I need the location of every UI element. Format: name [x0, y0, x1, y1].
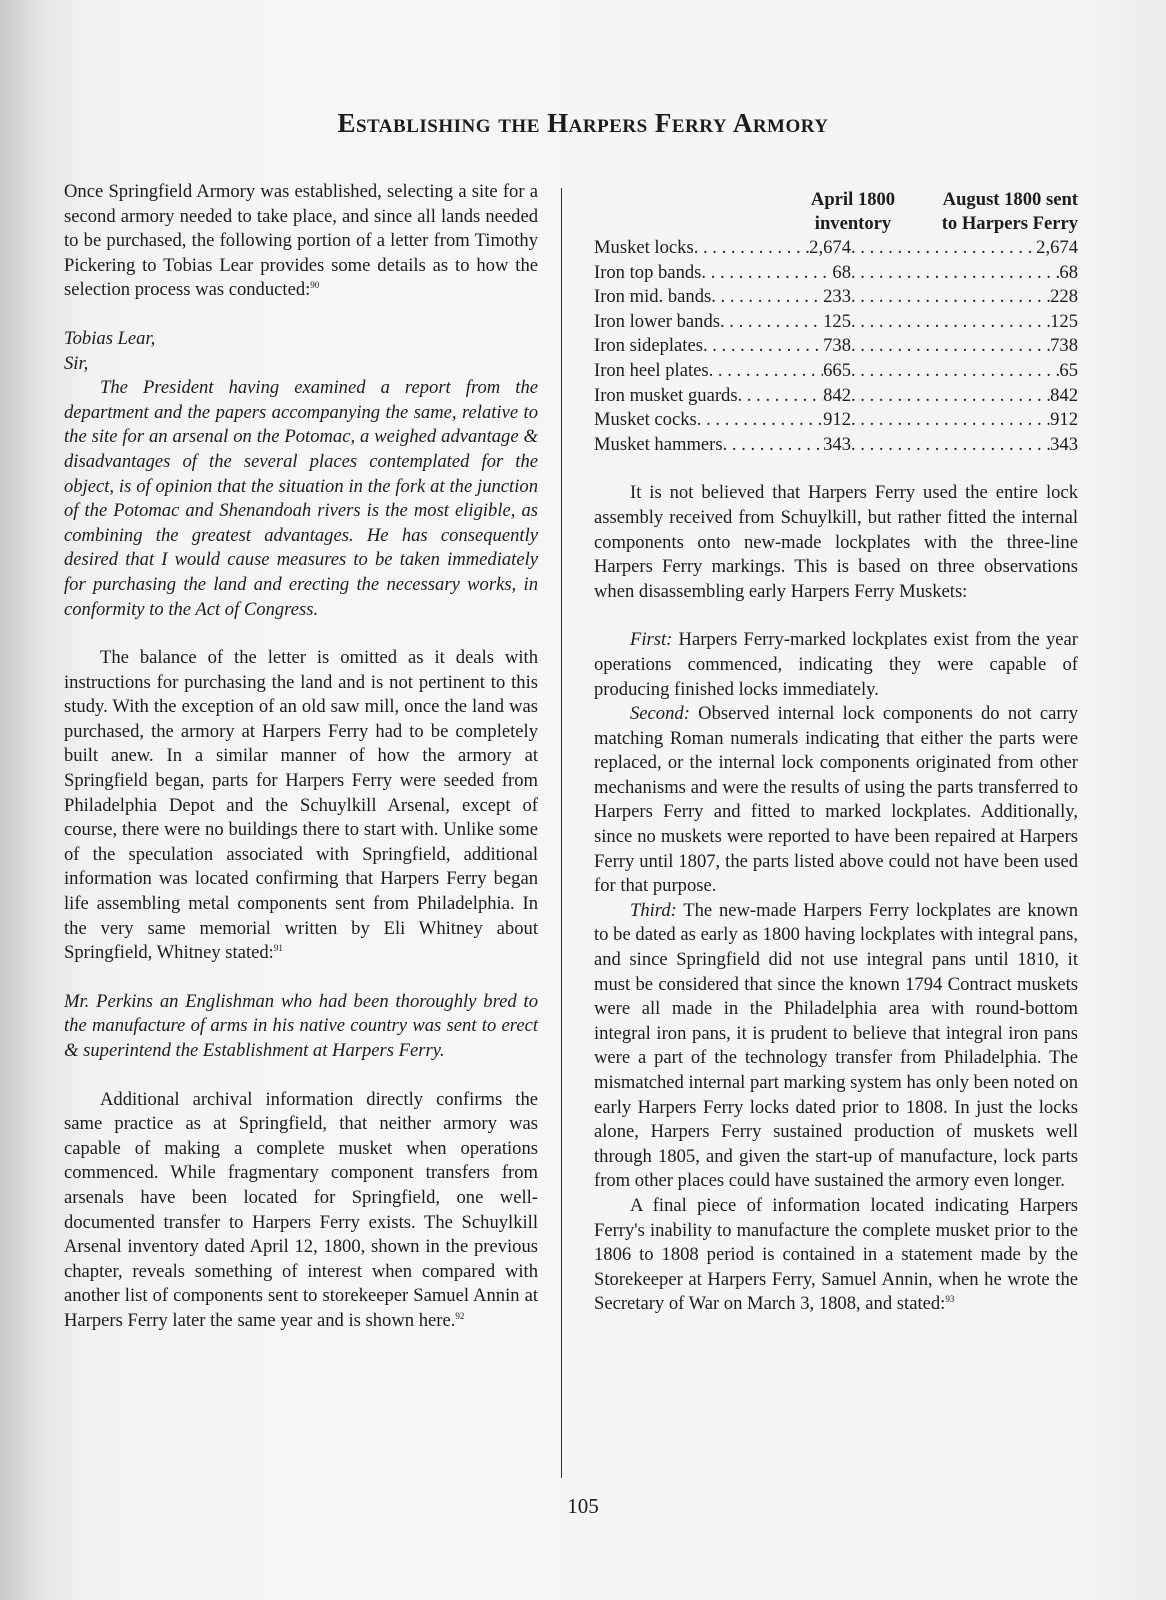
dot-leader	[703, 334, 823, 359]
paragraph-text: Additional archival information directly confirms the same practice as at Springfield, that neither armory was capable of making a complete musket when operations commenced. While fragmentary component transfers from arsenals have been located for Springfield, one well-documented transfer to Harpers Ferry exists. The Schuylkill Arsenal inventory dated April 12, 1800, shown in the previous chapter, reveals something of interest when compared with another list of components sent to storekeeper Samuel Annin at Harpers Ferry later the same year and is shown here.	[64, 1088, 538, 1331]
inventory-august-value: 2,674	[1036, 237, 1078, 258]
dot-leader	[851, 384, 1050, 409]
footnote-ref: 92	[455, 1310, 465, 1321]
inventory-april-value: 665	[823, 359, 851, 381]
paragraph	[594, 1194, 1078, 1317]
dot-leader	[709, 359, 823, 384]
observation-third	[594, 899, 1078, 1194]
dot-leader	[851, 310, 1050, 335]
inventory-august-value: 65	[1059, 359, 1078, 381]
paragraph: It is not believed that Harpers Ferry used the entire lock assembly received from Schuylkill, but rather fitted the internal components onto new-made lockplates with the three-line Harpers Ferry markings. This is based on three observations when disassembling early Harpers Ferry Muskets:	[594, 482, 1078, 602]
inventory-april-value: 738	[823, 335, 851, 357]
paragraph	[64, 1088, 538, 1334]
inventory-august-value: 228	[1050, 286, 1078, 308]
inventory-august-value: 125	[1050, 310, 1078, 332]
inventory-august-value: 912	[1050, 409, 1078, 431]
observation-label: First:	[630, 629, 673, 651]
dot-leader	[851, 261, 1059, 286]
observation-first	[594, 628, 1078, 702]
observation-text: Observed internal lock components do not carry matching Roman numerals indicating that either the parts were replaced, or the internal lock components originated from other mechanisms and were the results of using the parts transferred to Harpers Ferry and fitted to marked lockplates. Additionally, since no muskets were reported to have been repaired at Harpers Ferry until 1807, the parts listed above could not have been used for that purpose.	[594, 703, 1079, 897]
footnote-ref: 91	[273, 943, 283, 954]
inventory-row	[594, 334, 1078, 359]
page-title: Establishing the Harpers Ferry Armory	[337, 108, 829, 138]
dot-leader	[694, 236, 809, 261]
inventory-header-april	[798, 188, 908, 236]
inventory-row	[594, 261, 1078, 286]
footnote-ref: 90	[310, 280, 320, 291]
letter-salutation: Sir,	[64, 352, 89, 374]
inventory-august-value: 842	[1050, 384, 1078, 406]
dot-leader	[851, 334, 1050, 359]
inventory-item: Iron heel plates	[594, 359, 709, 381]
inventory-row	[594, 236, 1078, 261]
inventory-item: Iron top bands	[594, 261, 702, 283]
inventory-row	[594, 285, 1078, 310]
inventory-item: Iron lower bands	[594, 310, 720, 332]
inventory-april-value: 912	[823, 409, 851, 431]
inventory-item: Musket hammers	[594, 433, 723, 455]
inventory-item: Iron sideplates	[594, 335, 703, 357]
inventory-april-value: 68	[832, 261, 851, 283]
inventory-item: Musket locks	[594, 237, 694, 258]
block-quote: Mr. Perkins an Englishman who had been thoroughly bred to the manufacture of arms in his native country was sent to erect & superintend the Establishment at Harpers Ferry.	[64, 990, 538, 1061]
inventory-august-value: 68	[1059, 261, 1078, 283]
inventory-item: Iron musket guards	[594, 384, 738, 406]
dot-leader	[720, 310, 823, 335]
dot-leader	[851, 236, 1036, 261]
inventory-april-value: 2,674	[809, 237, 851, 258]
inventory-header	[594, 188, 1078, 236]
dot-leader	[851, 408, 1050, 433]
footnote-ref: 93	[945, 1294, 955, 1305]
column-divider	[561, 188, 562, 1478]
observation-text: The new-made Harpers Ferry lockplates are known to be dated as early as 1800 having lockplates with integral pans, and since Springfield did not use integral pans until 1810, it must be considered that since the known 1794 Contract muskets were all made in the Philadelphia area with round-bottom integral iron pans, it is prudent to believe that integral iron pans were a part of the technology transfer from Philadelphia. The mismatched internal part marking system has only been noted on early Harpers Ferry locks dated prior to 1808. In just the locks alone, Harpers Ferry sustained production of muskets well through 1805, and given the start-up of manufacture, lock parts from other places could have sustained the armory even longer.	[594, 899, 1079, 1192]
left-column	[64, 180, 538, 1334]
inventory-april-value: 125	[823, 310, 851, 332]
inventory-row	[594, 433, 1078, 458]
page-number: 105	[567, 1494, 599, 1518]
dot-leader	[851, 285, 1050, 310]
inventory-item: Iron mid. bands	[594, 286, 712, 308]
observation-text: Harpers Ferry-marked lockplates exist from the year operations commenced, indicating they were capable of producing finished locks immediately.	[594, 629, 1078, 700]
inventory-table	[594, 236, 1078, 457]
header-line: to Harpers Ferry	[941, 213, 1078, 234]
inventory-row	[594, 384, 1078, 409]
observation-label: Third:	[630, 899, 677, 921]
right-column	[594, 188, 1078, 1317]
inventory-april-value: 343	[823, 433, 851, 455]
inventory-april-value: 842	[823, 384, 851, 406]
dot-leader	[711, 285, 823, 310]
paragraph-text: Once Springfield Armory was established, selecting a site for a second armory needed to take place, and since all lands needed to be purchased, the following portion of a letter from Timothy Pickering to Tobias Lear provides some details as to how the selection process was conducted:	[64, 181, 538, 301]
dot-leader	[697, 408, 823, 433]
inventory-row	[594, 359, 1078, 384]
inventory-august-value: 343	[1050, 433, 1078, 455]
inventory-august-value: 738	[1050, 335, 1078, 357]
paragraph-text: The balance of the letter is omitted as it deals with instructions for purchasing the land and is not pertinent to this study. With the exception of an old saw mill, once the land was purchased, the armory at Harpers Ferry had to be completely built anew. In a similar manner of how the armory at Springfield began, parts for Harpers Ferry were seeded from Philadelphia Depot and the Schuylkill Arsenal, except of course, there were no buildings there to start with. Unlike some of the speculation associated with Springfield, additional information was located confirming that Harpers Ferry began life assembling metal components sent from Philadelphia. In the very same memorial written by Eli Whitney about Springfield, Whitney stated:	[64, 647, 538, 964]
dot-leader	[738, 384, 824, 409]
letter-addressee: Tobias Lear,	[64, 327, 156, 349]
paragraph-text: A final piece of information located indicating Harpers Ferry's inability to manufacture the complete musket prior to the 1806 to 1808 period is contained in a statement made by the Storekeeper at Harpers Ferry, Samuel Annin, when he wrote the Secretary of War on March 3, 1808, and stated:	[594, 1194, 1078, 1315]
dot-leader	[701, 261, 832, 286]
paragraph	[64, 180, 538, 303]
inventory-row	[594, 310, 1078, 335]
letter-body: The President having examined a report from the department and the papers accompanying the same, relative to the site for an arsenal on the Potomac, a weighed advantage & disadvantages of the several places contemplated for the object, is of opinion that the situation in the fork at the junction of the Potomac and Shenandoah rivers is the most eligible, as combining the greatest advantages. He has consequently desired that I would cause measures to be taken immediately for purchasing the land and erecting the necessary works, in conformity to the Act of Congress.	[64, 377, 538, 620]
dot-leader	[723, 433, 824, 458]
paragraph	[64, 646, 538, 966]
inventory-row	[594, 408, 1078, 433]
inventory-april-value: 233	[823, 286, 851, 308]
dot-leader	[851, 433, 1050, 458]
inventory-item: Musket cocks	[594, 409, 697, 431]
inventory-header-august	[908, 188, 1078, 236]
dot-leader	[851, 359, 1059, 384]
header-line: April 1800	[810, 189, 896, 210]
header-line: inventory	[814, 213, 892, 234]
header-line: August 1800 sent	[942, 189, 1078, 210]
observation-label: Second:	[630, 703, 690, 725]
observation-second	[594, 702, 1078, 899]
